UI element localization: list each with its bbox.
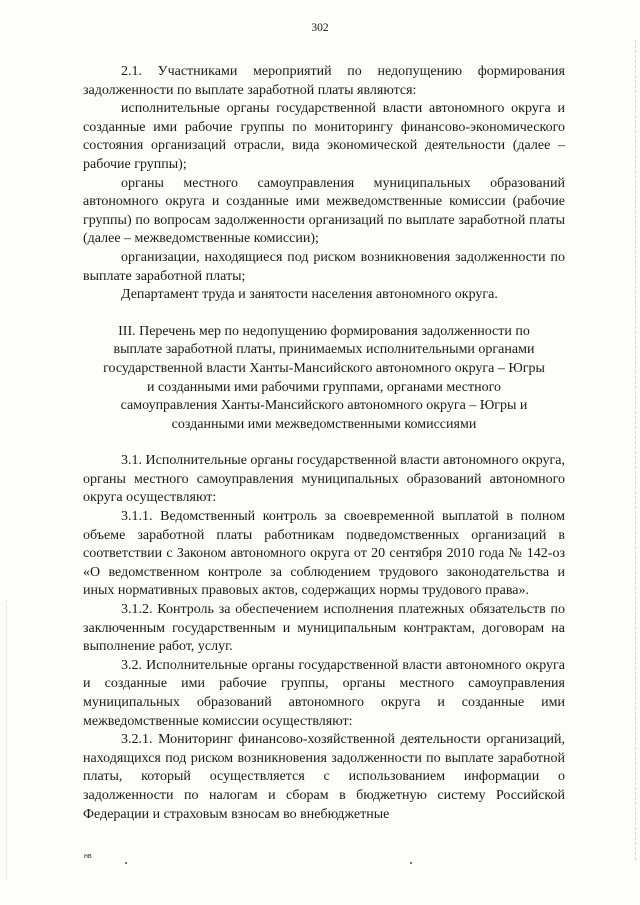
scan-speck xyxy=(410,862,412,864)
page-number: 302 xyxy=(311,22,329,34)
paragraph-3-1-1: 3.1.1. Ведомственный контроль за своевременной выплатой в полном объеме заработной платы работникам подведомственных организаций в соответствии с Законом автономного округа от 20 сентября 2010 года № 142-оз «О ведомственном контроле за соблюдением трудового законодательства и иных нормативных правовых актов, содержащих нормы трудового права». xyxy=(83,509,565,599)
paragraph-3-2-1: 3.2.1. Мониторинг финансово-хозяйственной деятельности организаций, находящихся под риском возникновения задолженности по выплате заработной платы, который осуществляется с использованием информации о задолженности по налогам и сборам в бюджетную систему Российской Федерации и страховым взносам во внебюджетные xyxy=(83,732,565,822)
paragraph-executive-bodies: исполнительные органы государственной власти автономного округа и созданные ими рабочие группы по мониторингу финансово-экономического состояния организаций отрасли, вида экономической деятельности (далее – рабочие группы); xyxy=(83,101,565,172)
paragraph-organizations: организации, находящиеся под риском возникновения задолженности по выплате заработной платы; xyxy=(83,249,565,284)
paragraph-3-2: 3.2. Исполнительные органы государственной власти автономного округа и созданные ими рабочие группы, органы местного самоуправления муниципальных образований автономного округа и созданные ими межведомственные комиссии осуществляют: xyxy=(83,657,565,729)
paragraph-3-1: 3.1. Исполнительные органы государственной власти автономного округа, органы местного самоуправления муниципальных образований автономного округа осуществляют: xyxy=(83,453,565,506)
paragraph-3-1-2: 3.1.2. Контроль за обеспечением исполнения платежных обязательств по заключенным государственным и муниципальным контрактам, договорам на выполнение работ, услуг. xyxy=(83,602,565,655)
paragraph-2-1: 2.1. Участниками мероприятий по недопущению формирования задолженности по выплате заработной платы являются: xyxy=(83,64,565,98)
scan-edge-left xyxy=(6,600,8,880)
paragraph-department: Департамент труда и занятости населения автономного округа. xyxy=(121,287,498,303)
scan-edge-right xyxy=(634,40,636,860)
paragraph-local-government: органы местного самоуправления муниципальных образований автономного округа и созданные ими межведомственные комиссии (рабочие группы) по вопросам задолженности организаций по выплате заработной платы (далее – межведомственные комиссии); xyxy=(83,175,565,247)
scan-speck xyxy=(125,862,127,864)
section-heading: III. Перечень мер по недопущению формирования задолженности по выплате заработной платы, принимаемых исполнительными органами государственной власти Ханты-Мансийского автономного округа – Югры и созданными ими рабочими группами, органами местного самоуправления Ханты-Мансийского автономного округа – Югры и созданными ими межведомственными комиссиями xyxy=(103,323,545,432)
footer-mark: нв xyxy=(84,853,92,860)
document-body xyxy=(83,63,565,824)
